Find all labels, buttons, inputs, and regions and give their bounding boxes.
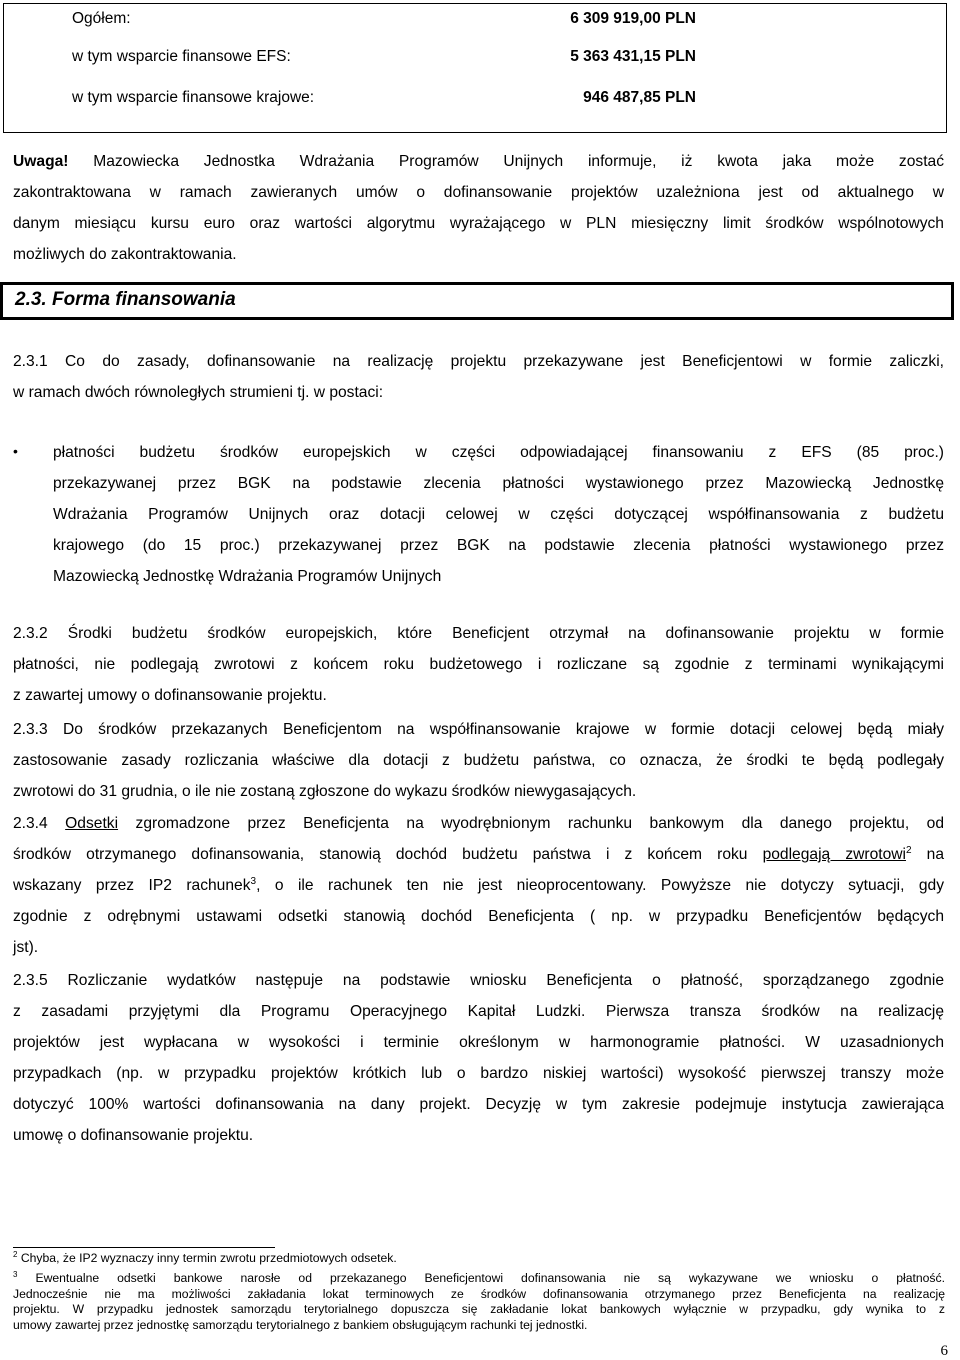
paragraph-2-3-2 — [13, 618, 944, 711]
paragraph-line: Mazowiecką Jednostkę Wdrażania Programów Unijnych — [53, 568, 442, 585]
interest-term: Odsetki — [65, 815, 119, 832]
paragraph-line: projektów jest wypłacana w wysokości i terminie określonym w harmonogramie płatności. W uzasadnionych — [13, 1034, 944, 1051]
paragraph-line: w ramach dwóch równoległych strumieni tj. w postaci: — [13, 384, 384, 401]
paragraph-text: , o ile rachunek ten nie jest nieoprocentowany. Powyższe nie dotyczy sytuacji, gdy — [256, 877, 944, 894]
paragraph-2-3-1 — [13, 346, 944, 408]
footnote-3 — [13, 1271, 945, 1333]
paragraph-line: 2.3.3 Do środków przekazanych Beneficjentom na współfinansowanie krajowe w formie dotacji celowej będą miały — [13, 721, 944, 738]
summary-label-total: Ogółem: — [72, 10, 131, 27]
paragraph-2-3-4 — [13, 808, 944, 963]
paragraph-line: 2.3.5 Rozliczanie wydatków następuje na podstawie wniosku Beneficjenta o płatność, sporządzanego zgodnie — [13, 972, 944, 989]
paragraph-line: zgodnie z odrębnymi ustawami odsetki stanowią dochód Beneficjenta ( np. w przypadku Beneficjentów będących — [13, 908, 944, 925]
paragraph-text: wskazany przez IP2 rachunek — [13, 877, 251, 894]
summary-value-total: 6 309 919,00 PLN — [570, 10, 696, 27]
section-title: 2.3. Forma finansowania — [15, 289, 236, 310]
summary-value-efs: 5 363 431,15 PLN — [570, 48, 696, 65]
note-lead: Uwaga! — [13, 153, 69, 170]
footnote-2 — [13, 1251, 945, 1267]
paragraph-number: 2.3.4 — [13, 815, 66, 832]
summary-label-national: w tym wsparcie finansowe krajowe: — [72, 89, 315, 106]
paragraph-line: Wdrażania Programów Unijnych oraz dotacji celowej w części dotyczącej współfinansowania z budżetu — [53, 506, 944, 523]
footnote-ref-2: 2 — [905, 844, 912, 856]
note-line: możliwych do zakontraktowania. — [13, 246, 237, 263]
paragraph-line: krajowego (do 15 proc.) przekazywanej przez BGK na podstawie zlecenia płatności wystawionego przez — [53, 537, 944, 554]
bullet-icon: • — [13, 443, 18, 459]
paragraph-line: umowę o dofinansowanie projektu. — [13, 1127, 254, 1144]
paragraph-2-3-3 — [13, 714, 944, 807]
paragraph-text: zgromadzone przez Beneficjenta na wyodrębnionym rachunku bankowym dla danego projektu, od — [118, 815, 945, 832]
paragraph-line: z zasadami przyjętymi dla Programu Operacyjnego Kapitał Ludzki. Pierwsza transza środków na realizację — [13, 1003, 944, 1020]
paragraph-text: środków otrzymanego dofinansowania, stanowią dochód budżetu państwa i z końcem roku — [13, 846, 763, 863]
footnote-mark: 3 — [13, 1269, 18, 1279]
note-line: Mazowiecka Jednostka Wdrażania Programów Unijnych informuje, iż kwota jaka może zostać — [68, 153, 944, 170]
paragraph-line: zastosowanie zasady rozliczania właściwe dla dotacji z budżetu państwa, co oznacza, że środki te będą podlegały — [13, 752, 944, 769]
paragraph-line: przypadkach (np. w przypadku projektów krótkich lub o bardzo niskiej wartości) wysokość pierwszej transzy może — [13, 1065, 944, 1082]
footnote-text: umowy zawartej przez jednostkę samorządu terytorialnego z bankiem obsługującym rachunki tej jednostki. — [13, 1317, 588, 1332]
summary-box — [3, 3, 947, 133]
paragraph-line: zwrotowi do 31 grudnia, o ile nie zostaną zgłoszone do wykazu środków niewygasających. — [13, 783, 637, 800]
footnote-text: Ewentualne odsetki bankowe narosłe od przekazanego Beneficjentowi dofinansowania nie są wykazywane we wniosku o płatność. — [35, 1271, 945, 1285]
paragraph-line: 2.3.1 Co do zasady, dofinansowanie na realizację projektu przekazywane jest Beneficjentowi w formie zaliczki, — [13, 353, 944, 370]
page-number: 6 — [940, 1343, 948, 1359]
paragraph-line: 2.3.2 Środki budżetu środków europejskich, które Beneficjent otrzymał na dofinansowanie projektu w formie — [13, 625, 944, 642]
paragraph-line: płatności budżetu środków europejskich w części odpowiadającej finansowaniu z EFS (85 proc.) — [53, 444, 944, 461]
paragraph-line: płatności, nie podlegają zwrotowi z końcem roku budżetowego i rozliczane są zgodnie z terminami wynikającymi — [13, 656, 944, 673]
paragraph-line: przekazywanej przez BGK na podstawie zlecenia płatności wystawionego przez Mazowiecką Jednostkę — [53, 475, 944, 492]
note-paragraph — [13, 146, 944, 270]
footnote-text: projektu. W przypadku jednostek samorządu terytorialnego dopuszcza się zakładanie lokat bankowych wyłącznie w przypadku, gdy wynika to z — [13, 1302, 945, 1316]
refund-term: podlegają zwrotowi — [762, 846, 906, 863]
paragraph-line: z zawartej umowy o dofinansowanie projektu. — [13, 687, 327, 704]
bullet-paragraph — [53, 437, 944, 592]
note-line: zakontraktowana w ramach zawieranych umów o dofinansowanie projektów uzależniona jest od aktualnego w — [13, 184, 944, 201]
footnote-mark: 2 — [13, 1249, 18, 1259]
paragraph-2-3-5 — [13, 965, 944, 1151]
paragraph-line: jst). — [13, 939, 39, 956]
footnote-text: Chyba, że IP2 wyznaczy inny termin zwrotu przedmiotowych odsetek. — [20, 1251, 397, 1265]
summary-label-efs: w tym wsparcie finansowe EFS: — [72, 48, 291, 65]
summary-value-national: 946 487,85 PLN — [583, 89, 696, 106]
note-line: danym miesiącu kursu euro oraz wartości algorytmu wyrażającego w PLN miesięczny limit środków wspólnotowych — [13, 215, 944, 232]
paragraph-text: na — [911, 846, 944, 863]
footnote-divider — [13, 1247, 275, 1248]
section-header — [0, 282, 954, 320]
footnote-text: Jednocześnie nie ma możliwości zakładania lokat terminowych ze środków dofinansowania otrzymanego przez Beneficjenta na realizację — [13, 1286, 945, 1301]
footnote-ref-3: 3 — [250, 875, 257, 887]
paragraph-line: dotyczyć 100% wartości dofinansowania na dany projekt. Decyzję w tym zakresie podejmuje instytucja zawierająca — [13, 1096, 944, 1113]
